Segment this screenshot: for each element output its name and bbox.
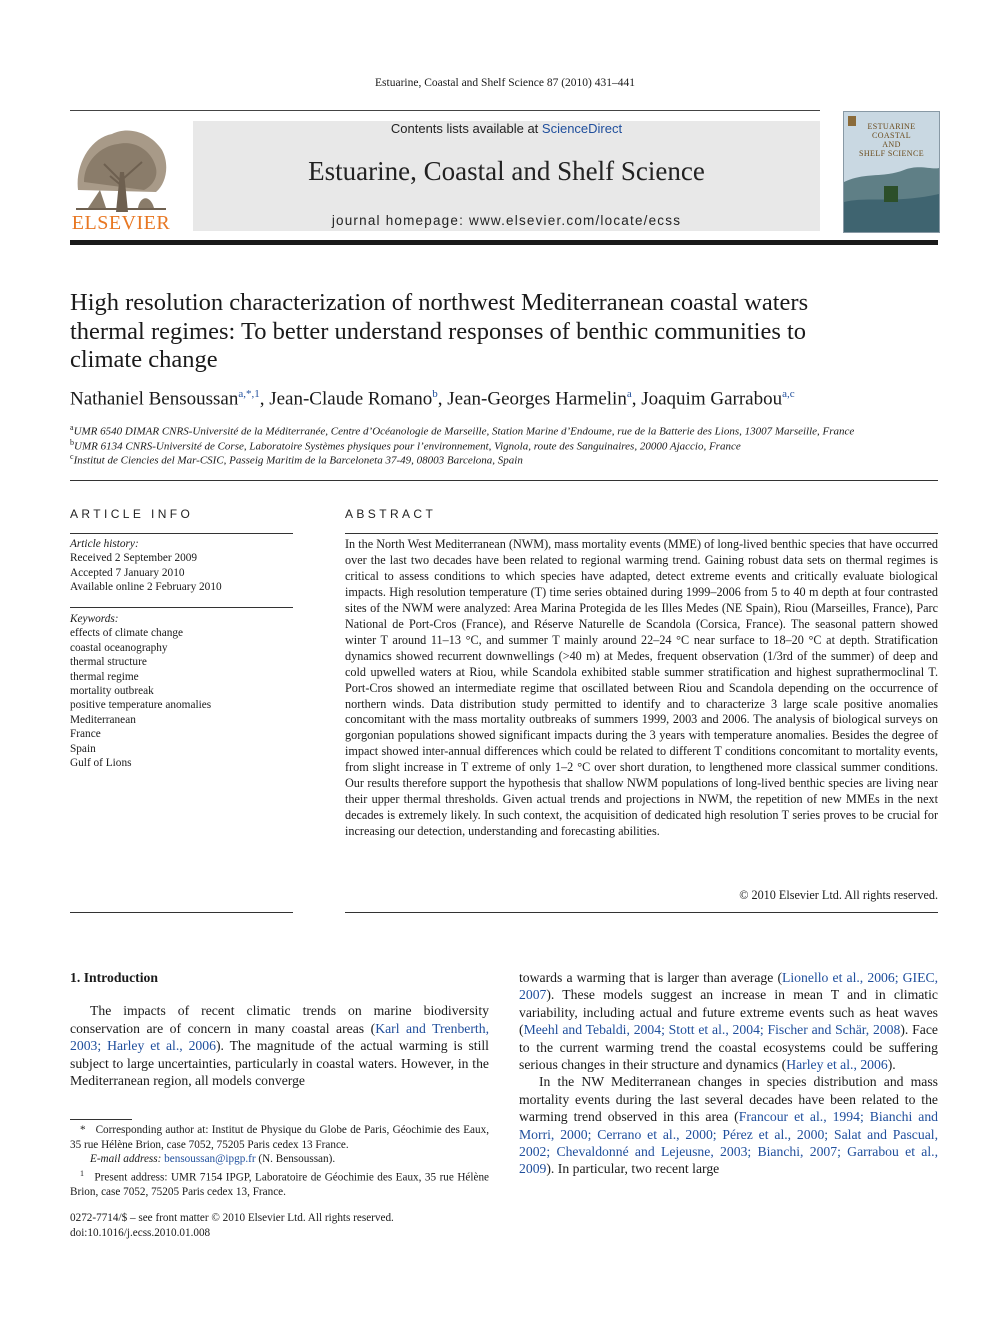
reference-link[interactable]: Francour et al., 1994; Bianchi and Morri, 2000; Cerrano et al., 2000; Pérez et al., 2000; Salat and Pascual, 2002; Chevaldonné and Lejeusne, 2003; Bianchi, 2007; Garrabou et al., 2009 (519, 1109, 939, 1177)
abstract-heading: ABSTRACT (345, 507, 437, 521)
keyword: thermal regime (70, 670, 139, 683)
sciencedirect-link[interactable]: ScienceDirect (541, 121, 623, 136)
contents-prefix: Contents lists available at (390, 121, 542, 136)
present-address-note: $^1$ Present address: UMR 7154 IPGP, Laboratoire de Géochimie des Eaux, 35 rue Hélène Brion, case 7052, 75205 Paris cedex 13, France. (70, 1168, 490, 1198)
article-title: High resolution characterization of northwest Mediterranean coastal waters thermal regimes: To better understand responses of benthic communities to climate change (70, 289, 809, 373)
author-affiliation-mark[interactable]: a (626, 388, 632, 400)
keywords-rule (70, 607, 293, 608)
email-note: E-mail address: bensoussan@ipgp.fr (N. Bensoussan). (90, 1153, 336, 1165)
keyword: Spain (70, 742, 96, 755)
intro-paragraph: The impacts of recent climatic trends on marine biodiversity conservation are of concern in many coastal areas (Karl and Trenberth, 2003; Harley et al., 2006). The magnitude of the actual warming is still subject to large uncertainties, particularly in coastal waters. However, in the Mediterranean region, all models converge (70, 1003, 489, 1089)
abstract-text: In the North West Mediterranean (NWM), mass mortality events (MME) of long-lived benthic species that have occurred over the last two decades have been related to regional warming trend. Gaining robust data sets on thermal regimes is critical to assess conditions to which species have adapted, detect extreme events and critically evaluate biological impacts. High resolution temperature (T) time series obtained during 1999–2006 from 5 to 40 m depth at four contrasted sites of the NWM were analyzed: Area Marina Protegida de les Illes Medes (NE Spain), Riou (Marseilles, France), Parc National de Port-Cros (France), and Réserve Naturelle de Scandola (Corsica, France). The seasonal pattern showed winter T around 11–13 °C, and summer T mainly around 22–24 °C near surface to 18–20 °C at depth. Stratification dynamics showed recurrent downwellings (>40 m) at Medes, frequent observation (1/3rd of the summer) of deep and cold upwelled waters at Riou, while Scandola exhibited stable summer stratification and highest suprathermoclinal T. Port-Cros showed an intermediate regime that oscillated between Riou and Scandola depending on the occurrence of northern winds. Data distribution study permitted to identify and to characterize 3 large scale positive anomalies concomitant with the mass mortality outbreaks of summers 1999, 2003 and 2006. The analysis of biological surveys on gorgonian populations showed significant impacts during the 3 years with temperature anomalies. Besides the degree of impact showed inter-annual differences which could be related to different T conditions concomitant to mortality events, from slight increase in T extreme of only 1–2 °C over short duration, to lengthened more classical summer conditions. Our results therefore support the hypothesis that shallow NWM populations of long-lived benthic species are living near their upper thermal thresholds. Given actual trends and projections in NWM, the repetition of new MMEs in the next decades is extremely likely. In such context, the acquisition of dedicated high resolution T series proves to be crucial for increasing our detection, understanding and forecasting abilities. (345, 537, 938, 839)
intro-right-column (519, 969, 938, 1178)
header-thick-rule (70, 240, 938, 245)
affiliation-c: $^c$Institut de Ciencies del Mar-CSIC, Passeig Maritim de la Barceloneta 37-49, 08003 Barcelona, Spain (70, 452, 523, 467)
journal-name: Estuarine, Coastal and Shelf Science (308, 156, 705, 186)
article-info-heading: ARTICLE INFO (70, 507, 194, 521)
keywords-list: Keywords: effects of climate change coastal oceanography thermal structure thermal regime mortality outbreak positive temperature anomalies Mediterranean France Spain Gulf of Lions (70, 612, 293, 770)
abstract-rule (345, 533, 938, 534)
affiliation-b: $^b$UMR 6134 CNRS-Université de Corse, Laboratoire Systèmes physiques pour l’environnement, Vignola, route des Sanguinaires, 20000 Ajaccio, France (70, 438, 741, 453)
intro-paragraph: In the NW Mediterranean changes in species distribution and mass mortality events during the last several decades have been related to the warming trend observed in this area (Francour et al., 1994; Bianchi and Morri, 2000; Cerrano et al., 2000; Pérez et al., 2000; Salat and Pascual, 2002; Chevaldonné and Lejeusne, 2003; Bianchi, 2007; Garrabou et al., 2009). In particular, two recent large (519, 1074, 939, 1177)
reference-link[interactable]: Karl and Trenberth, 2003; Harley et al., 2006 (70, 1020, 489, 1054)
header-rule (70, 110, 820, 111)
author-name[interactable]: Jean-Claude Romano (269, 388, 433, 410)
corresponding-author-note: * Corresponding author at: Institut de Physique du Globe de Paris, Géochimie des Eaux, 35 rue Hélène Brion, case 7052, 75205 Paris cedex 13 France. (70, 1124, 489, 1151)
keyword: coastal oceanography (70, 641, 168, 654)
article-info-rule (70, 533, 293, 534)
author-affiliation-mark[interactable]: a,*,1 (238, 388, 260, 400)
keyword: positive temperature anomalies (70, 699, 212, 712)
keyword: mortality outbreak (70, 685, 154, 698)
journal-cover-thumbnail[interactable] (843, 111, 940, 233)
section-divider (70, 480, 938, 481)
journal-citation: Estuarine, Coastal and Shelf Science 87 (2010) 431–441 (375, 77, 635, 89)
keyword: Gulf of Lions (70, 757, 132, 770)
article-history: Article history: Received 2 September 2009 Accepted 7 January 2010 Available online 2 February 2010 (70, 538, 222, 594)
author-affiliation-mark[interactable]: a,c (782, 388, 795, 400)
author-name[interactable]: Nathaniel Bensoussan (70, 388, 239, 410)
keyword: thermal structure (70, 656, 147, 669)
author-name[interactable]: Jean-Georges Harmelin (447, 388, 627, 410)
keyword: effects of climate change (70, 627, 184, 640)
abstract-copyright: © 2010 Elsevier Ltd. All rights reserved. (739, 888, 938, 902)
publisher-logo-text: ELSEVIER (71, 212, 171, 234)
reference-link[interactable]: Lionello et al., 2006; GIEC, 2007 (519, 970, 938, 1003)
intro-left-column (70, 969, 489, 1089)
abstract-bottom-rule (345, 912, 938, 913)
footnote-rule (70, 1119, 132, 1120)
journal-homepage-link[interactable]: journal homepage: www.elsevier.com/locate/ecss (331, 213, 682, 228)
keyword: Mediterranean (70, 713, 136, 726)
elsevier-logo[interactable] (70, 120, 172, 232)
issn-line: 0272-7714/$ – see front matter © 2010 Elsevier Ltd. All rights reserved. (70, 1212, 394, 1224)
cover-title: ESTUARINE COASTAL AND SHELF SCIENCE (859, 122, 924, 158)
author-affiliation-mark[interactable]: b (432, 388, 438, 400)
author-list: Nathaniel Bensoussan$^{a,*,1}$, Jean-Claude Romano$^b$, Jean-Georges Harmelin$^a$, Joaquim Garrabou$^{a,c}$ (70, 388, 795, 410)
doi-link[interactable]: doi:10.1016/j.ecss.2010.01.008 (70, 1227, 211, 1239)
contents-availability (193, 121, 820, 136)
reference-link[interactable]: Meehl and Tebaldi, 2004; Stott et al., 2004; Fischer and Schär, 2008 (523, 1022, 901, 1038)
affiliation-a: $^a$UMR 6540 DIMAR CNRS-Université de la Méditerranée, Centre d’Océanologie de Marseille, Station Marine d’Endoume, rue de la Batterie des Lions, 13007 Marseille, France (70, 423, 855, 438)
email-link[interactable]: bensoussan@ipgp.fr (164, 1153, 256, 1165)
reference-link[interactable]: Harley et al., 2006 (786, 1057, 888, 1073)
intro-heading: 1. Introduction (70, 970, 158, 985)
intro-paragraph: towards a warming that is larger than average (Lionello et al., 2006; GIEC, 2007). These models suggest an increase in mean T and in climatic variability, including actual and future extreme events such as heat waves (Meehl and Tebaldi, 2004; Stott et al., 2004; Fischer and Schär, 2008). Face to the current warming trend the coastal ecosystems could be suffering serious changes in their structure and dynamics (Harley et al., 2006). (519, 970, 938, 1073)
article-info-bottom-rule (70, 912, 293, 913)
footnotes (70, 1123, 489, 1199)
keyword: France (70, 728, 101, 741)
author-name[interactable]: Joaquim Garrabou (641, 388, 783, 410)
